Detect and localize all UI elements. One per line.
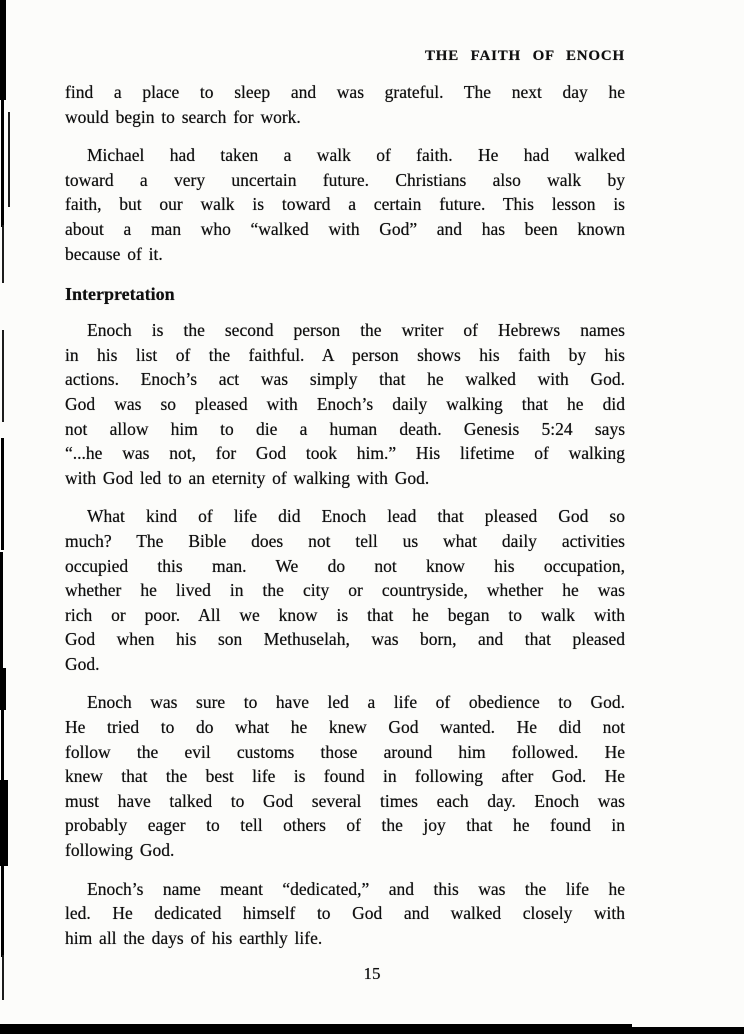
- scan-edge-left: [0, 668, 6, 710]
- scan-bar-bottom: [0, 1027, 744, 1034]
- text-line: not allow him to die a human death. Genesis 5:24 says: [65, 418, 625, 439]
- scan-edge-left: [2, 330, 4, 422]
- text-line: “...he was not, for God took him.” His lifetime of walking: [65, 443, 625, 464]
- scan-edge-left: [0, 552, 3, 674]
- content: [65, 0, 625, 984]
- body-text: [65, 80, 625, 950]
- text-line: because of it.: [65, 243, 163, 264]
- text-line: probably eager to tell others of the joy that he found in: [65, 815, 625, 836]
- text-line: with God led to an eternity of walking with God.: [65, 467, 430, 488]
- text-line: following God.: [65, 840, 175, 861]
- text-line: led. He dedicated himself to God and walked closely with: [65, 903, 625, 924]
- text-line: about a man who “walked with God” and has been known: [65, 218, 625, 239]
- scan-edge-left: [8, 112, 10, 207]
- text-line: occupied this man. We do not know his occupation,: [65, 555, 625, 576]
- text-line: whether he lived in the city or countryside, whether he was: [65, 580, 625, 601]
- text-line: toward a very uncertain future. Christians also walk by: [65, 169, 625, 190]
- paragraph: [65, 877, 625, 951]
- scan-edge-left: [0, 780, 8, 866]
- scan-edge-left: [1, 862, 4, 957]
- paragraph: [65, 143, 625, 266]
- page-number: 15: [363, 964, 381, 984]
- text-line: God was so pleased with Enoch’s daily walking that he did: [65, 393, 625, 414]
- scan-edge-left: [2, 955, 4, 1000]
- text-line: Enoch is the second person the writer of Hebrews names: [87, 320, 625, 341]
- text-line: God.: [65, 653, 100, 674]
- text-line: faith, but our walk is toward a certain future. This lesson is: [65, 194, 625, 215]
- text-line: Enoch’s name meant “dedicated,” and this was the life he: [87, 878, 625, 899]
- text-line: rich or poor. All we know is that he began to walk with: [65, 604, 625, 625]
- scan-edge-left: [0, 0, 6, 100]
- scan-edge-left: [1, 438, 4, 550]
- paragraph: [65, 318, 625, 490]
- text-line: follow the evil customs those around him followed. He: [65, 741, 625, 762]
- text-line: must have talked to God several times each day. Enoch was: [65, 790, 625, 811]
- text-line: find a place to sleep and was grateful. The next day he: [65, 82, 625, 102]
- text-line: actions. Enoch’s act was simply that he walked with God.: [65, 369, 625, 390]
- text-line: knew that the best life is found in following after God. He: [65, 766, 625, 787]
- text-line: would begin to search for work.: [65, 106, 301, 127]
- text-line: much? The Bible does not tell us what daily activities: [65, 530, 625, 551]
- paragraph: [65, 504, 625, 676]
- section-heading: Interpretation: [65, 284, 175, 305]
- text-line: What kind of life did Enoch lead that pleased God so: [87, 506, 625, 527]
- text-line: He tried to do what he knew God wanted. He did not: [65, 717, 625, 738]
- text-line: Michael had taken a walk of faith. He had walked: [87, 145, 625, 166]
- paragraph: [65, 80, 625, 129]
- scan-edge-left: [1, 95, 4, 227]
- text-line: Enoch was sure to have led a life of obedience to God.: [87, 692, 625, 713]
- text-line: in his list of the faithful. A person shows his faith by his: [65, 344, 625, 365]
- scan-edge-left: [2, 225, 4, 283]
- text-line: God when his son Methuselah, was born, and that pleased: [65, 629, 625, 650]
- page-header-title: THE FAITH OF ENOCH: [425, 48, 625, 64]
- paragraph: [65, 690, 625, 862]
- scan-edge-left: [1, 706, 4, 784]
- text-line: him all the days of his earthly life.: [65, 927, 323, 948]
